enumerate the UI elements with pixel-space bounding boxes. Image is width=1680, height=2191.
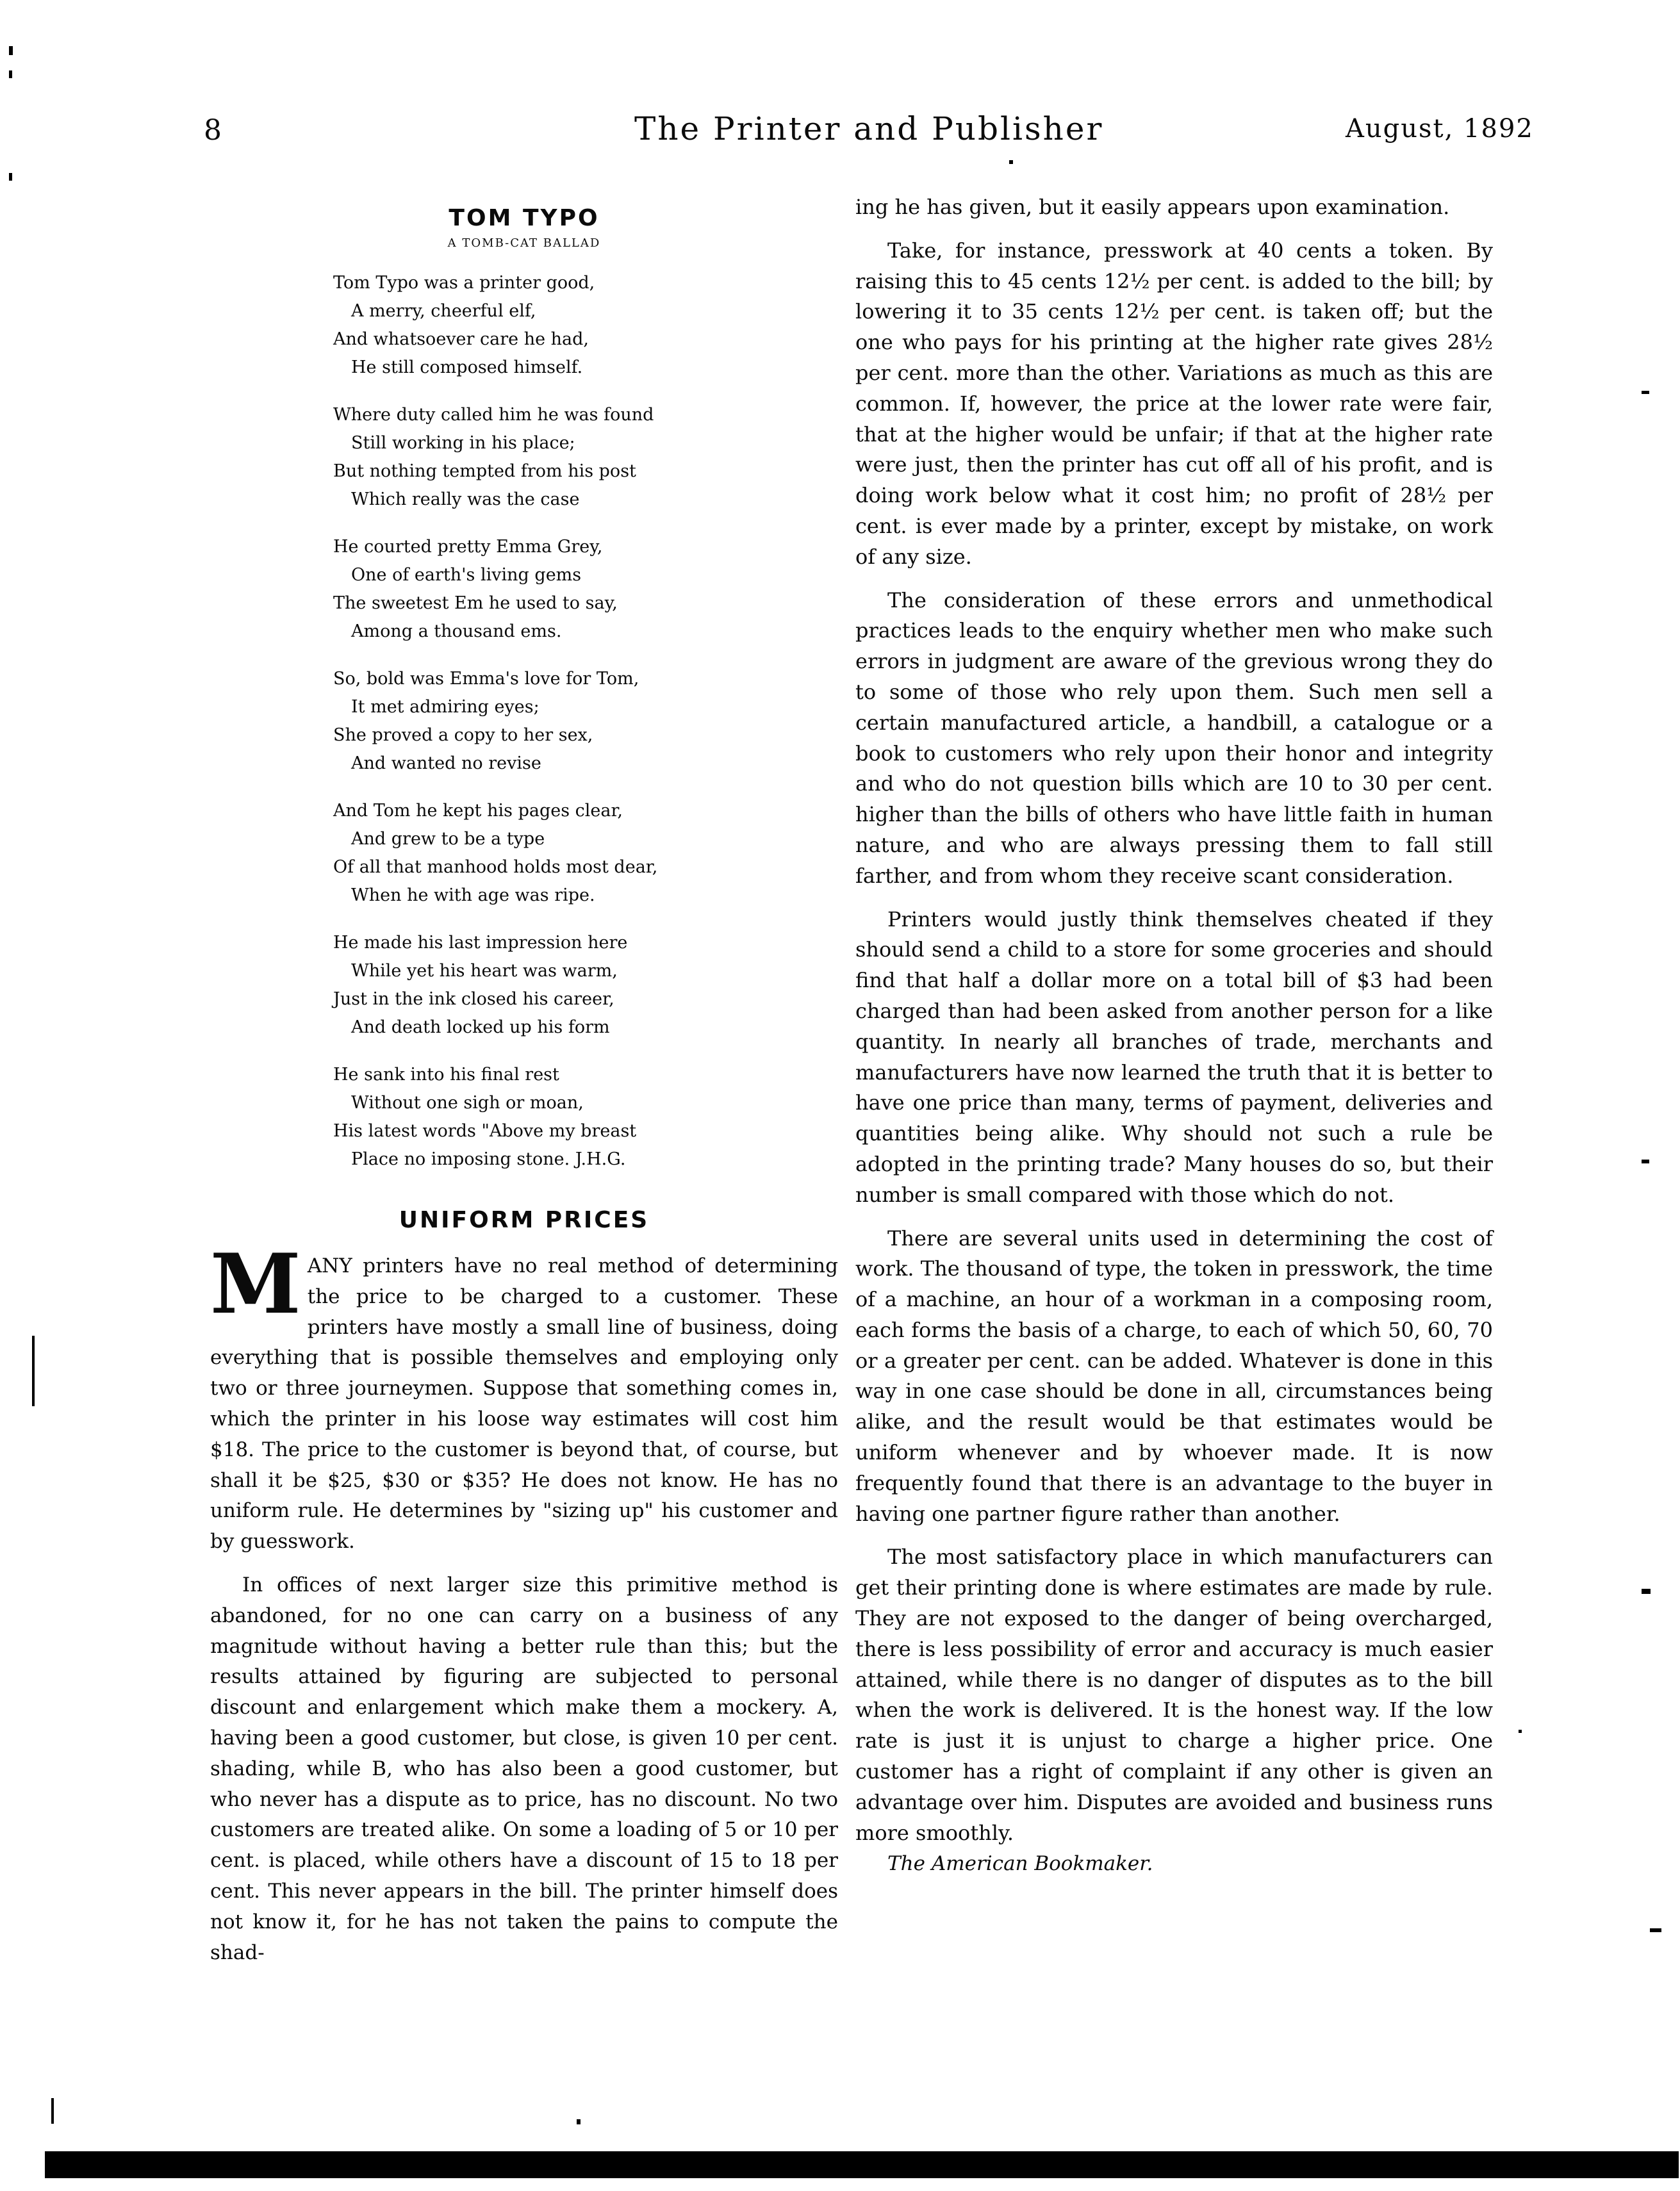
poem-line: And grew to be a type (351, 829, 545, 849)
poem-stanza (333, 1061, 838, 1174)
scan-speck (1009, 160, 1013, 164)
poem-line: Place no imposing stone. J.H.G. (351, 1149, 626, 1169)
poem-line: Where duty called him he was found (333, 405, 654, 425)
margin-rule (32, 1336, 35, 1406)
article-paragraph: Take, for instance, presswork at 40 cents a token. By raising this to 45 cents 12½ per cent. is added to the bill; by lowering it to 35 cents 12½ per cent. is taken off; but the one who pays for his printing at the higher rate gives 28½ per cent. more than the other. Variations as much as this are common. If, however, the price at the lower rate were fair, that at the higher would be unfair; if that at the higher rate were just, then the printer has cut off all of his profit, and is doing work below what it cost him; no profit of 28½ per cent. is ever made by a printer, except by mistake, on work of any size. (855, 238, 1493, 569)
bottom-scan-bar (45, 2151, 1679, 2178)
poem-stanza (333, 665, 838, 778)
poem-line: The sweetest Em he used to say, (333, 593, 618, 613)
poem-line: One of earth's living gems (351, 565, 582, 585)
poem-line: A merry, cheerful elf, (351, 301, 536, 321)
running-title: The Printer and Publisher (634, 110, 1104, 147)
poem-line: Which really was the case (351, 489, 580, 509)
poem-line: Tom Typo was a printer good, (333, 273, 595, 293)
article-paragraph: In offices of next larger size this primitive method is abandoned, for no one can carry on a business of any magnitude without having a better rule than this; but the results attained by figuring are subjected to personal discount and enlargement which make them a mockery. A, having been a good customer, but close, is given 10 per cent. shading, while B, who has also been a good customer, but who never has a dispute as to price, has no discount. No two customers are treated alike. On some a loading of 5 or 10 per cent. is placed, while others have a discount of 15 to 18 per cent. This never appears in the bill. The printer himself does not know it, for he has not taken the pains to compute the shad- (210, 1573, 838, 1964)
poem-line: He made his last impression here (333, 933, 628, 953)
poem-line: Still working in his place; (351, 433, 575, 453)
scan-speck (577, 2119, 581, 2124)
paragraph-text: ANY printers have no real method of determining the price to be charged to a customer. These printers have mostly a small line of business, doing everything that is possible themselves and employing only two or three journeymen. Suppose that something comes in, which the printer in his loose way estimates will cost him $18. The price to the customer is beyond that, of course, but shall it be $25, $30 or $35? He does not know. He has no uniform rule. He determines by "sizing up" his customer and by guesswork. (210, 1254, 838, 1554)
poem-byline: A TOMB-CAT BALLAD (447, 236, 601, 250)
article-credit: The American Bookmaker. (887, 1852, 1153, 1876)
poem-line: She proved a copy to her sex, (333, 725, 593, 745)
scan-speck (1642, 391, 1649, 394)
poem-line: Among a thousand ems. (351, 621, 562, 641)
poem-line: Without one sigh or moan, (351, 1093, 584, 1113)
poem-line: And Tom he kept his pages clear, (333, 801, 623, 821)
poem-line: And wanted no revise (351, 753, 541, 773)
article-paragraph (210, 1236, 838, 1557)
article-paragraph: There are several units used in determining the cost of work. The thousand of type, the token in presswork, the time of a machine, an hour of a workman in a composing room, each forms the basis of a charge, to each of which 50, 60, 70 or a greater per cent. can be added. Whatever is done in this way in one case should be done in all, circumstances being alike, and the result would be that estimates would be uniform whenever and by whoever made. It is now frequently found that there is an advantage to the buyer in having one partner figure rather than another. (855, 1226, 1493, 1526)
article-title: UNIFORM PRICES (399, 1207, 650, 1233)
left-column (210, 192, 838, 1968)
article-paragraph: The most satisfactory place in which manufacturers can get their printing done is where estimates are made by rule. They are not exposed to the danger of being overcharged, there is less possibility of error and accuracy is much easier attained, while there is no danger of disputes as to the bill when the work is delivered. It is the honest way. If the low rate is just it is unjust to charge a higher price. One customer has a right of complaint if any other is given an advantage over him. Disputes are avoided and business runs more smoothly. (855, 1545, 1493, 1845)
poem-line: So, bold was Emma's love for Tom, (333, 669, 639, 689)
poem-stanza (333, 401, 838, 514)
poem-line: And death locked up his form (351, 1017, 610, 1037)
poem-line: He still composed himself. (351, 357, 583, 377)
running-date: August, 1892 (1346, 114, 1534, 144)
poem-line: He sank into his final rest (333, 1065, 559, 1085)
page-number: 8 (204, 114, 222, 147)
scan-speck (1519, 1730, 1522, 1733)
poem-line: He courted pretty Emma Grey, (333, 537, 603, 557)
poem-line: It met admiring eyes; (351, 697, 539, 717)
article-paragraph: The consideration of these errors and unmethodical practices leads to the enquiry whether men who make such errors in judgment are aware of the grevious wrong they do to some of those who rely upon them. Such men sell a certain manufactured article, a handbill, a catalogue or a book to customers who rely upon their honor and integrity and who do not question bills which are 10 to 30 per cent. higher than the bills of others who have little faith in human nature, and who are always pressing them to fall still farther, and from whom they receive scant consideration. (855, 587, 1493, 888)
poem-line: And whatsoever care he had, (333, 329, 589, 349)
scan-speck (1650, 1928, 1661, 1932)
scan-speck (1642, 1160, 1649, 1163)
poem-stanza (333, 269, 838, 382)
scan-speck (9, 173, 12, 181)
poem-title: TOM TYPO (449, 205, 600, 231)
poem-line: His latest words "Above my breast (333, 1121, 637, 1141)
scan-speck (9, 46, 13, 55)
poem-line: While yet his heart was warm, (351, 961, 618, 981)
poem-line: When he with age was ripe. (351, 885, 595, 905)
article-paragraph: Printers would justly think themselves cheated if they should send a child to a store for some groceries and should find that half a dollar more on a total bill of $3 had been charged than had been asked from another person for a like quantity. In nearly all branches of trade, merchants and manufacturers have now learned the truth that it is better to have one price than many, terms of payment, deliveries and quantities being alike. Why should not such a rule be adopted in the printing trade? Many houses do so, but their number is small compared with those which do not. (855, 907, 1493, 1207)
poem-line: Just in the ink closed his career, (333, 989, 614, 1009)
poem-stanza (333, 533, 838, 646)
right-column (855, 192, 1493, 1879)
drop-cap: M (210, 1236, 299, 1333)
article-paragraph-continued: ing he has given, but it easily appears upon examination. (855, 195, 1450, 219)
scan-speck (9, 70, 12, 78)
poem-line: But nothing tempted from his post (333, 461, 636, 481)
poem-stanza (333, 929, 838, 1042)
scan-speck (1642, 1589, 1651, 1594)
poem-stanza (333, 797, 838, 910)
scan-speck (51, 2098, 54, 2124)
poem-line: Of all that manhood holds most dear, (333, 857, 658, 877)
